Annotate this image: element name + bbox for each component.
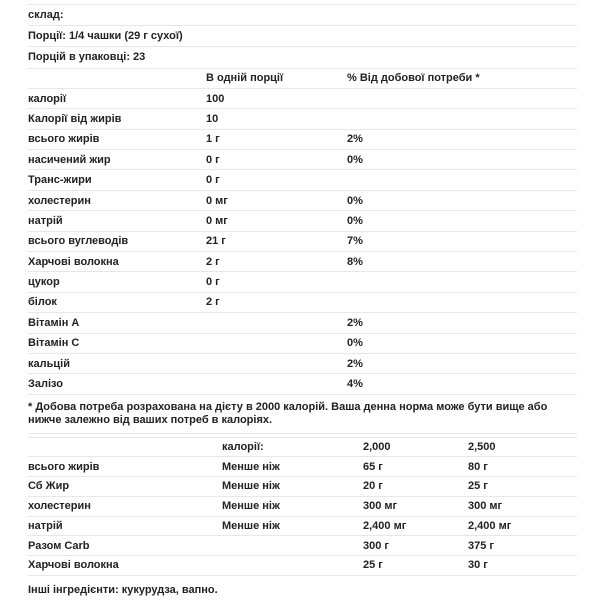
- dv-row-dietary-fiber: [28, 556, 577, 576]
- nutrition-table: [28, 69, 577, 395]
- dv-value-2500: 30 г: [468, 559, 488, 572]
- dv-qualifier: Менше ніж: [222, 480, 280, 493]
- nutrient-amount: 0 мг: [206, 214, 228, 227]
- composition-row: [28, 4, 577, 26]
- table-row-dietary-fiber: [28, 252, 577, 272]
- dv-label: натрій: [28, 519, 63, 532]
- serving-size-row: [28, 26, 577, 48]
- dv-label: всього жирів: [28, 460, 100, 473]
- dv-value-2000: 25 г: [363, 559, 383, 572]
- nutrient-label: кальцій: [28, 357, 70, 370]
- nutrient-dv: 2%: [347, 357, 363, 370]
- nutrient-label: всього жирів: [28, 133, 100, 146]
- nutrient-label: Вітамін C: [28, 337, 80, 350]
- nutrient-label: калорії: [28, 92, 67, 105]
- table-row-vitamin-c: [28, 334, 577, 354]
- dv-label: Сб Жир: [28, 480, 70, 493]
- nutrient-label: всього вуглеводів: [28, 235, 129, 248]
- nutrient-amount: 0 г: [206, 153, 220, 166]
- dv-row-saturated-fat: [28, 477, 577, 497]
- table-row-calcium: [28, 354, 577, 374]
- table-row-protein: [28, 293, 577, 313]
- nutrient-dv: 0%: [347, 214, 363, 227]
- dv-value-2000: 2,400 мг: [363, 519, 407, 532]
- other-ingredients: Інші інгредієнти: кукурудза, вапно.: [28, 583, 218, 596]
- header-2000: 2,000: [363, 441, 391, 454]
- nutrient-dv: 0%: [347, 153, 363, 166]
- nutrient-dv: 4%: [347, 378, 363, 391]
- table-row-calories: [28, 89, 577, 109]
- table-row-cholesterol: [28, 191, 577, 211]
- table-row-trans-fat: [28, 170, 577, 190]
- nutrient-amount: 100: [206, 92, 225, 105]
- nutrient-dv: 8%: [347, 255, 363, 268]
- nutrient-label: Залізо: [28, 378, 63, 391]
- nutrient-dv: 0%: [347, 194, 363, 207]
- daily-value-footnote: * Добова потреба розрахована на дієту в 2000 калорій. Ваша денна норма може бути вище або нижче залежно від ваших потреб в калоріях.: [28, 395, 577, 434]
- nutrient-label: Харчові волокна: [28, 255, 119, 268]
- daily-values-table: [28, 437, 577, 576]
- dv-row-total-carb: [28, 536, 577, 556]
- dv-value-2500: 25 г: [468, 480, 488, 493]
- nutrient-amount: 2 г: [206, 255, 220, 268]
- dv-value-2000: 300 мг: [363, 500, 398, 513]
- dv-qualifier: Менше ніж: [222, 460, 280, 473]
- table-row-calories-from-fat: [28, 109, 577, 129]
- servings-per-container-row: [28, 47, 577, 69]
- dv-value-2500: 80 г: [468, 460, 488, 473]
- composition-label: склад:: [28, 8, 64, 21]
- dv-value-2000: 65 г: [363, 460, 383, 473]
- table-row-sodium: [28, 211, 577, 231]
- table-row-total-carbohydrate: [28, 232, 577, 252]
- serving-size-label: Порції: 1/4 чашки (29 г сухої): [28, 29, 183, 42]
- nutrient-label: Транс-жири: [28, 174, 92, 187]
- header-amount-per-serving: В одній порції: [206, 72, 284, 85]
- dv-value-2500: 2,400 мг: [468, 519, 512, 532]
- nutrient-amount: 0 г: [206, 174, 220, 187]
- dv-row-total-fat: [28, 457, 577, 477]
- dv-value-2000: 20 г: [363, 480, 383, 493]
- dv-label: холестерин: [28, 500, 91, 513]
- nutrient-label: насичений жир: [28, 153, 111, 166]
- table-row-total-fat: [28, 130, 577, 150]
- daily-values-header: [28, 438, 577, 458]
- nutrient-label: цукор: [28, 276, 60, 289]
- table-row-iron: [28, 374, 577, 394]
- nutrient-amount: 2 г: [206, 296, 220, 309]
- dv-row-sodium: [28, 517, 577, 537]
- nutrient-dv: 0%: [347, 337, 363, 350]
- nutrient-label: натрій: [28, 214, 63, 227]
- nutrient-amount: 10: [206, 112, 219, 125]
- servings-per-container-label: Порцій в упаковці: 23: [28, 51, 146, 64]
- dv-label: Харчові волокна: [28, 559, 119, 572]
- nutrient-label: Калорії від жирів: [28, 112, 122, 125]
- dv-label: Разом Carb: [28, 539, 90, 552]
- table-row-saturated-fat: [28, 150, 577, 170]
- table-row-sugar: [28, 272, 577, 292]
- dv-qualifier: Менше ніж: [222, 500, 280, 513]
- table-row-vitamin-a: [28, 313, 577, 333]
- header-percent-daily-value: % Від добової потреби *: [347, 72, 480, 85]
- nutrient-label: білок: [28, 296, 57, 309]
- dv-value-2000: 300 г: [363, 539, 389, 552]
- nutrient-amount: 0 мг: [206, 194, 228, 207]
- dv-row-cholesterol: [28, 497, 577, 517]
- nutrient-dv: 2%: [347, 316, 363, 329]
- nutrient-label: холестерин: [28, 194, 91, 207]
- header-2500: 2,500: [468, 441, 496, 454]
- nutrient-dv: 2%: [347, 133, 363, 146]
- nutrient-amount: 0 г: [206, 276, 220, 289]
- dv-value-2500: 375 г: [468, 539, 494, 552]
- nutrient-amount: 1 г: [206, 133, 220, 146]
- nutrient-label: Вітамін A: [28, 316, 80, 329]
- nutrition-table-header: [28, 69, 577, 89]
- nutrient-amount: 21 г: [206, 235, 226, 248]
- nutrient-dv: 7%: [347, 235, 363, 248]
- dv-value-2500: 300 мг: [468, 500, 503, 513]
- dv-qualifier: Менше ніж: [222, 519, 280, 532]
- header-calories: калорії:: [222, 441, 264, 454]
